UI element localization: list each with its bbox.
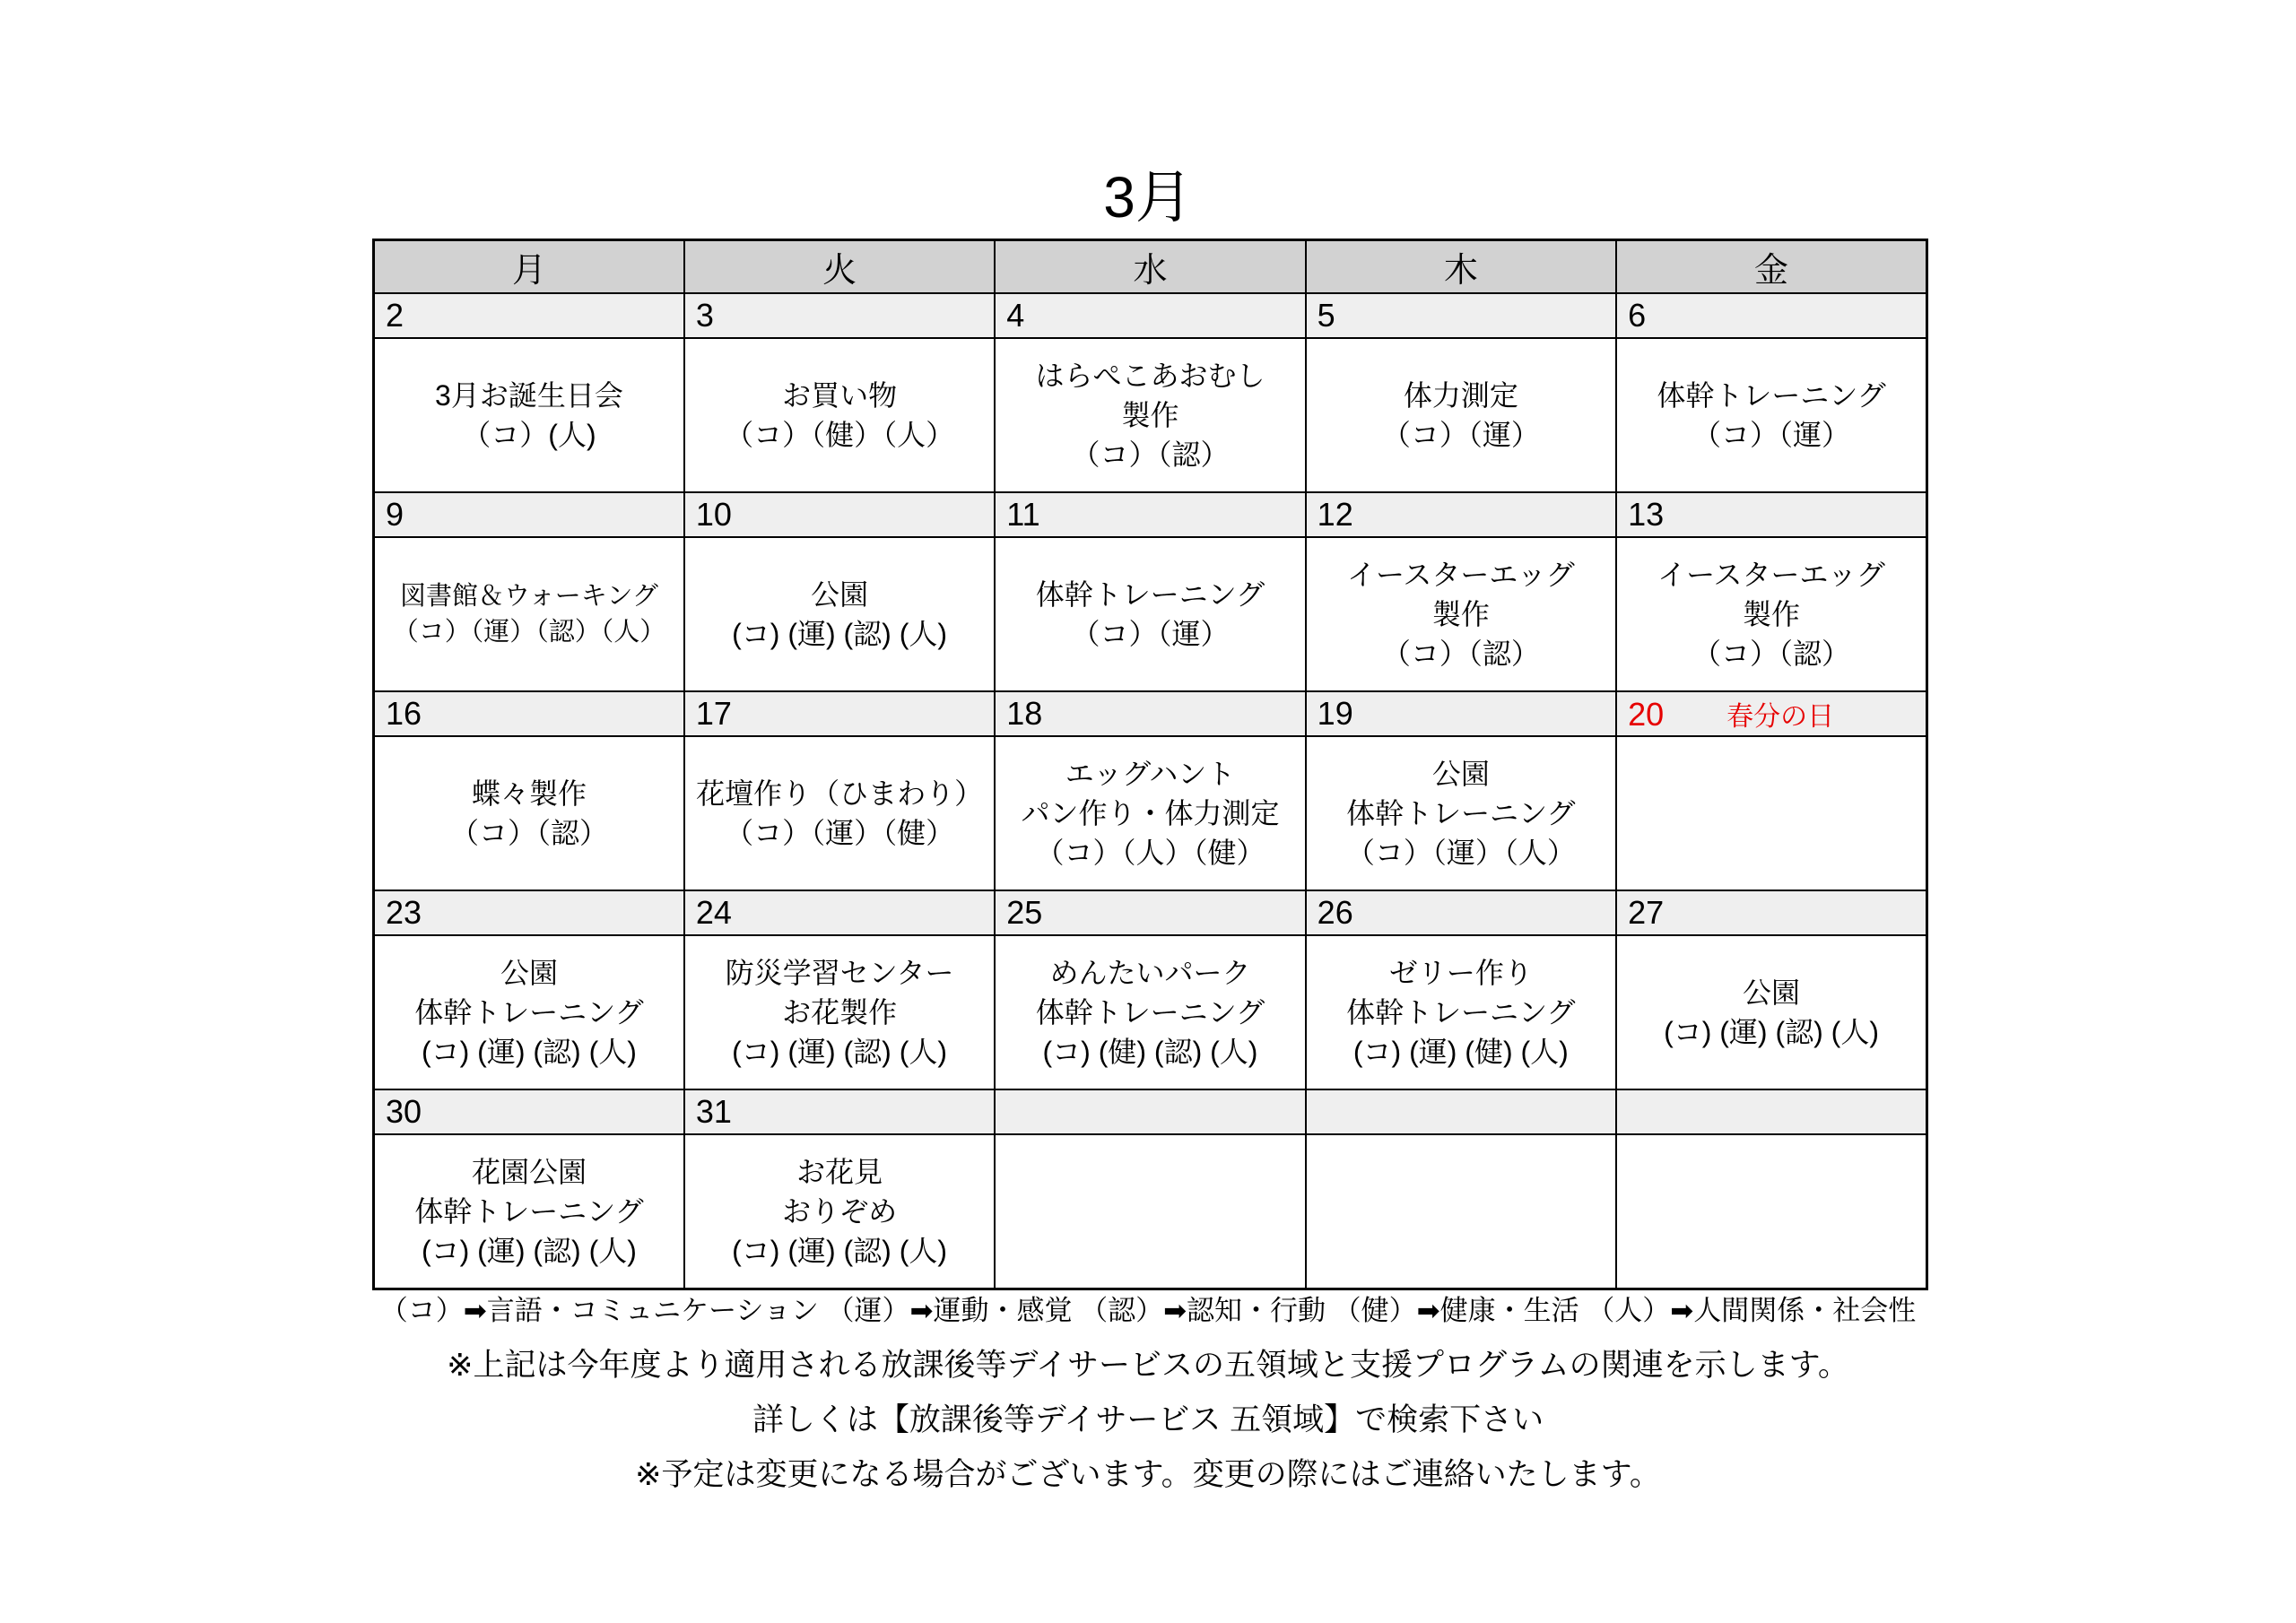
event-cell-9 xyxy=(374,537,684,691)
event-line: 花壇作り（ひまわり） xyxy=(696,777,984,810)
date-number: 30 xyxy=(386,1093,422,1130)
event-line: 花園公園 xyxy=(471,1155,587,1188)
event-line: (コ) (運) (健) (人) xyxy=(1352,1036,1569,1069)
event-line: (コ) (運) (認) (人) xyxy=(1664,1016,1879,1048)
date-cell-24 xyxy=(684,890,995,935)
date-number: 20 xyxy=(1628,696,1665,733)
event-line: お買い物 xyxy=(782,378,898,412)
event-line: (コ) (運) (認) (人) xyxy=(421,1036,637,1069)
date-cell-23 xyxy=(374,890,684,935)
event-line: お花見 xyxy=(796,1155,883,1188)
event-line: 3月お誕生日会 xyxy=(435,378,623,412)
date-cell-27 xyxy=(1616,890,1926,935)
date-number: 26 xyxy=(1317,894,1353,931)
legend-line: （コ）➡言語・コミュニケーション （運）➡運動・感覚 （認）➡認知・行動 （健）➡健康・生活 （人）➡人間関係・社会性 xyxy=(379,1295,1917,1326)
event-line: ゼリー作り xyxy=(1388,956,1533,989)
event-line: 体幹トレーニング xyxy=(1346,995,1576,1028)
date-cell-31 xyxy=(684,1089,995,1134)
note-line-3: ※予定は変更になる場合がございます。変更の際にはご連絡いたします。 xyxy=(635,1457,1661,1492)
event-cell-27 xyxy=(1616,935,1926,1089)
date-number: 9 xyxy=(386,496,404,533)
march-calendar xyxy=(372,239,1928,1290)
event-line: 体力測定 xyxy=(1403,378,1518,412)
calendar-body xyxy=(374,293,1927,1289)
date-cell-3 xyxy=(684,293,995,338)
event-cell-19 xyxy=(1306,736,1616,890)
event-line: 防災学習センター xyxy=(725,956,954,989)
date-cell-11 xyxy=(995,492,1305,537)
event-line: 体幹トレーニング xyxy=(414,995,644,1028)
event-cell-5 xyxy=(1306,338,1616,492)
date-cell-19 xyxy=(1306,691,1616,736)
event-line: はらぺこあおむし xyxy=(1035,359,1265,392)
event-cell-6 xyxy=(1616,338,1926,492)
weekday-header: 金 xyxy=(1616,240,1926,294)
date-number: 10 xyxy=(695,496,732,533)
date-cell-20 xyxy=(1616,691,1926,736)
date-number: 12 xyxy=(1317,496,1353,533)
event-cell-20 xyxy=(1616,736,1926,890)
event-cell-25 xyxy=(995,935,1305,1089)
date-cell-4 xyxy=(995,293,1305,338)
event-cell-16 xyxy=(374,736,684,890)
event-cell-3 xyxy=(684,338,995,492)
date-number: 5 xyxy=(1317,297,1335,334)
date-number: 23 xyxy=(386,894,422,931)
calendar-title: 3月 xyxy=(1103,165,1193,230)
date-cell-10 xyxy=(684,492,995,537)
event-cell-11 xyxy=(995,537,1305,691)
date-cell-30 xyxy=(374,1089,684,1134)
date-cell-12 xyxy=(1306,492,1616,537)
event-line: （コ）（運） xyxy=(1381,419,1540,451)
date-cell-13 xyxy=(1616,492,1926,537)
event-cell-23 xyxy=(374,935,684,1089)
date-number: 18 xyxy=(1006,695,1043,732)
date-cell-18 xyxy=(995,691,1305,736)
date-number: 2 xyxy=(386,297,404,334)
date-cell-empty xyxy=(995,1089,1305,1134)
event-line: (コ) (健) (認) (人) xyxy=(1042,1036,1258,1069)
event-line: イースターエッグ xyxy=(1346,558,1575,591)
date-cell-empty xyxy=(1616,1089,1926,1134)
event-cell-4 xyxy=(995,338,1305,492)
note-line-1: ※上記は今年度より適用される放課後等デイサービスの五領域と支援プログラムの関連を示します。 xyxy=(447,1348,1849,1383)
event-line: おりぞめ xyxy=(782,1194,898,1228)
event-line: 製作 xyxy=(1431,597,1490,630)
event-line: (コ) (運) (認) (人) xyxy=(732,1036,948,1069)
event-line: （コ）(人) xyxy=(462,419,596,451)
event-line: 公園 xyxy=(811,577,869,611)
event-line: （コ）（運）（人） xyxy=(1345,837,1576,870)
event-line: 製作 xyxy=(1743,597,1801,630)
date-number: 11 xyxy=(1006,496,1040,533)
date-number: 25 xyxy=(1006,894,1043,931)
event-line: （コ）（人）（健） xyxy=(1035,837,1265,870)
event-line: 体幹トレーニング xyxy=(414,1194,644,1228)
event-line: めんたいパーク xyxy=(1049,956,1251,989)
date-cell-5 xyxy=(1306,293,1616,338)
footer xyxy=(0,1288,2296,1505)
event-line: （コ）（運） xyxy=(1071,618,1230,650)
date-number: 13 xyxy=(1628,496,1665,533)
event-cell-12 xyxy=(1306,537,1616,691)
date-cell-2 xyxy=(374,293,684,338)
date-number: 27 xyxy=(1628,894,1665,931)
event-line: イースターエッグ xyxy=(1657,558,1885,591)
event-cell-10 xyxy=(684,537,995,691)
date-cell-16 xyxy=(374,691,684,736)
date-number: 24 xyxy=(695,894,732,931)
date-cell-9 xyxy=(374,492,684,537)
weekday-header: 水 xyxy=(995,240,1305,294)
event-line: （コ）（運） xyxy=(1692,419,1851,451)
event-line: 公園 xyxy=(1431,757,1490,790)
event-line: （コ）（運）（認）（人） xyxy=(392,618,666,647)
event-line: （コ）（認） xyxy=(1381,638,1540,671)
event-cell-18 xyxy=(995,736,1305,890)
event-line: 体幹トレーニング xyxy=(1657,378,1886,412)
event-cell-2 xyxy=(374,338,684,492)
event-line: (コ) (運) (認) (人) xyxy=(732,1235,948,1268)
event-line: （コ）（運）（健） xyxy=(725,817,955,849)
event-line: お花製作 xyxy=(782,995,898,1028)
event-line: (コ) (運) (認) (人) xyxy=(732,618,948,650)
weekday-header: 木 xyxy=(1306,240,1616,294)
event-cell-26 xyxy=(1306,935,1616,1089)
event-line: 蝶々製作 xyxy=(471,777,587,810)
event-line: （コ）（認） xyxy=(449,817,608,849)
date-cell-empty xyxy=(1306,1089,1616,1134)
event-cell-empty xyxy=(1306,1134,1616,1289)
date-number: 31 xyxy=(695,1093,732,1130)
date-number: 17 xyxy=(695,695,732,732)
date-cell-17 xyxy=(684,691,995,736)
event-line: 製作 xyxy=(1121,398,1179,431)
event-line: 公園 xyxy=(500,956,558,989)
event-line: 体幹トレーニング xyxy=(1035,577,1265,611)
event-cell-24 xyxy=(684,935,995,1089)
date-number: 4 xyxy=(1006,297,1025,334)
event-cell-13 xyxy=(1616,537,1926,691)
date-cell-25 xyxy=(995,890,1305,935)
weekday-header-row xyxy=(374,240,1927,294)
weekday-header: 月 xyxy=(374,240,684,294)
event-line: パン作り・体力測定 xyxy=(1021,796,1280,829)
event-line: （コ）（健）（人） xyxy=(725,419,955,451)
date-number: 16 xyxy=(386,695,422,732)
event-cell-empty xyxy=(1616,1134,1926,1289)
event-line: （コ）（認） xyxy=(1071,438,1230,472)
date-number: 3 xyxy=(695,297,714,334)
event-line: エッグハント xyxy=(1065,757,1236,790)
event-cell-31 xyxy=(684,1134,995,1289)
date-cell-6 xyxy=(1616,293,1926,338)
note-line-2: 詳しくは【放課後等デイサービス 五領域】で検索下さい xyxy=(752,1402,1544,1437)
weekday-header: 火 xyxy=(684,240,995,294)
event-line: （コ）（認） xyxy=(1692,638,1851,671)
holiday-label: 春分の日 xyxy=(1726,702,1835,732)
event-line: 体幹トレーニング xyxy=(1035,995,1265,1028)
date-number: 19 xyxy=(1317,695,1353,732)
event-cell-17 xyxy=(684,736,995,890)
date-number: 6 xyxy=(1628,297,1647,334)
event-line: (コ) (運) (認) (人) xyxy=(421,1235,637,1268)
event-line: 図書館＆ウォーキング xyxy=(399,581,658,611)
event-cell-30 xyxy=(374,1134,684,1289)
event-line: 体幹トレーニング xyxy=(1346,796,1576,829)
date-cell-26 xyxy=(1306,890,1616,935)
event-line: 公園 xyxy=(1743,976,1801,1009)
event-cell-empty xyxy=(995,1134,1305,1289)
